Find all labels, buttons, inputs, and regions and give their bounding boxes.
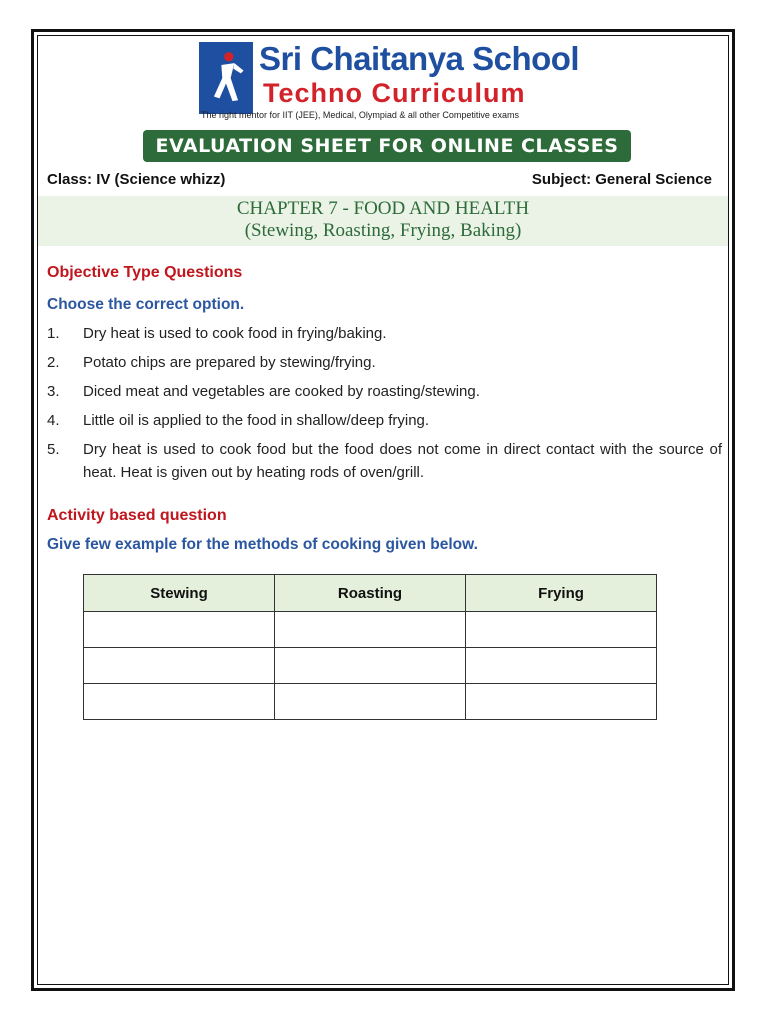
answer-cell[interactable]: [275, 612, 466, 648]
objective-instruction: Choose the correct option.: [47, 296, 245, 313]
table-header-row: [84, 575, 657, 612]
table-row: [84, 684, 657, 720]
activity-instruction: Give few example for the methods of cooking given below.: [47, 536, 478, 553]
cooking-methods-table: [83, 574, 657, 720]
question-text: Dry heat is used to cook food in frying/baking.: [83, 325, 387, 342]
school-logo: [199, 40, 580, 130]
list-item: [47, 409, 722, 432]
answer-cell[interactable]: [84, 612, 275, 648]
objective-heading: Objective Type Questions: [47, 264, 243, 281]
question-number: 5.: [47, 441, 60, 458]
activity-heading: Activity based question: [47, 507, 227, 524]
question-text: Potato chips are prepared by stewing/frying.: [83, 354, 376, 371]
runner-logo-icon: [199, 42, 253, 114]
answer-cell[interactable]: [466, 684, 657, 720]
curriculum-name: Techno Curriculum: [263, 78, 526, 108]
chapter-title: CHAPTER 7 - FOOD AND HEALTH: [236, 198, 530, 219]
column-header-frying: Frying: [466, 575, 657, 612]
answer-cell[interactable]: [466, 648, 657, 684]
subject-label: Subject: General Science: [531, 171, 712, 188]
school-name: Sri Chaitanya School: [259, 40, 580, 77]
tagline: The right mentor for IIT (JEE), Medical, Olympiad & all other Competitive exams: [201, 110, 519, 120]
question-number: 3.: [47, 383, 60, 400]
list-item: [47, 351, 722, 374]
chapter-subtitle: (Stewing, Roasting, Frying, Baking): [244, 220, 522, 241]
chapter-box: [38, 196, 728, 246]
question-text: Little oil is applied to the food in shallow/deep frying.: [83, 412, 430, 429]
table-row: [84, 612, 657, 648]
list-item: [47, 322, 722, 345]
answer-cell[interactable]: [466, 612, 657, 648]
table-row: [84, 648, 657, 684]
answer-cell[interactable]: [84, 684, 275, 720]
class-label: Class: IV (Science whizz): [47, 171, 226, 188]
question-number: 1.: [47, 325, 60, 342]
answer-cell[interactable]: [275, 684, 466, 720]
answer-cell[interactable]: [275, 648, 466, 684]
list-item: [47, 438, 722, 484]
question-number: 2.: [47, 354, 60, 371]
column-header-stewing: Stewing: [84, 575, 275, 612]
question-list: [47, 322, 722, 490]
answer-cell[interactable]: [84, 648, 275, 684]
evaluation-banner: EVALUATION SHEET FOR ONLINE CLASSES: [143, 130, 631, 162]
column-header-roasting: Roasting: [275, 575, 466, 612]
question-text: Dry heat is used to cook food but the food does not come in direct contact with the source of heat. Heat is given out by heating rods of oven/grill.: [83, 441, 722, 481]
list-item: [47, 380, 722, 403]
question-text: Diced meat and vegetables are cooked by roasting/stewing.: [83, 383, 480, 400]
question-number: 4.: [47, 412, 60, 429]
